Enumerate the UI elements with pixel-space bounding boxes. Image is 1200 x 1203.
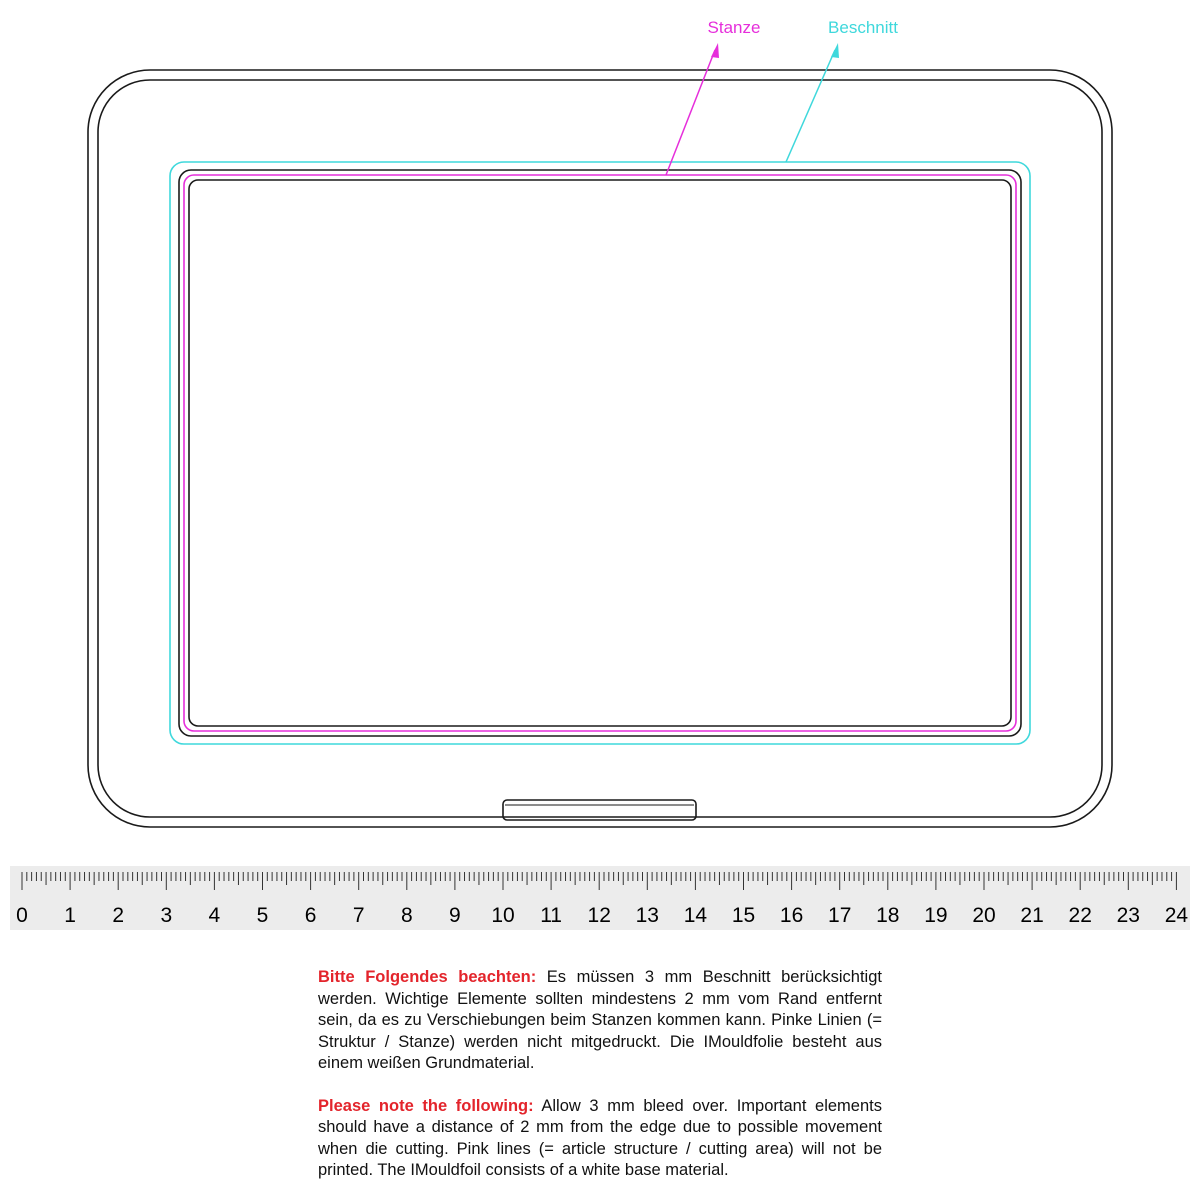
window-inner-outline [189,180,1011,726]
ruler-number: 20 [972,904,996,927]
stanze-label: Stanze [707,18,761,37]
ruler-number: 14 [683,904,708,927]
note-english [318,1096,882,1182]
ruler-scale [10,866,1190,930]
note-english-text: Allow 3 mm bleed over. Important elements should have a distance of 2 mm from the edge due to possible movement when die cutting. Pink lines (= article structure / cutting area) will not be printed. The IMouldfoil consists of a white base material. [318,1096,882,1179]
window-outer-outline [179,170,1021,736]
ruler-number: 8 [400,904,413,927]
ruler-number: 4 [208,904,221,927]
ruler-number: 12 [587,904,611,927]
note-german [318,967,882,1075]
ruler [10,866,1190,930]
ruler-number: 1 [64,904,76,927]
ruler-number: 10 [491,904,515,927]
ruler-number: 13 [635,904,659,927]
beschnitt-arrow-line [786,50,835,162]
ruler-number: 21 [1020,904,1044,927]
beschnitt-arrowhead [831,43,839,58]
beschnitt-label: Beschnitt [828,18,898,37]
ruler-number: 11 [540,904,563,927]
note-english-heading: Please note the following: [318,1096,534,1115]
device-outer-outline [88,70,1112,827]
note-german-text: Es müssen 3 mm Beschnitt berücksichtigt werden. Wichtige Elemente sollten mindestens 2 mm vom Rand entfernt sein, da es zu Verschiebungen beim Stanzen kommen kann. Pinke Linien (= Struktur / Stanze) werden nicht mitgedruckt. Die IMouldfolie besteht aus einem weißen Grundmaterial. [318,968,882,1072]
ruler-number: 5 [256,904,269,927]
print-notes [318,967,882,1203]
die-cut-outline [184,175,1016,731]
ruler-number: 16 [779,904,804,927]
ruler-number: 2 [112,904,125,927]
ruler-number: 6 [304,904,317,927]
ruler-number: 9 [449,904,461,927]
ruler-number: 23 [1116,904,1140,927]
stanze-arrow-line [666,50,715,175]
stanze-arrowhead [711,43,719,58]
ruler-number: 3 [160,904,173,927]
ruler-number: 19 [924,904,948,927]
ruler-number: 17 [828,904,852,927]
ruler-number: 0 [16,904,28,927]
ruler-number: 15 [731,904,756,927]
ruler-number: 22 [1068,904,1092,927]
ruler-number: 7 [352,904,365,927]
ruler-number: 24 [1164,904,1189,927]
device-inner-outline [98,80,1102,817]
ruler-number: 18 [876,904,900,927]
bleed-outline [170,162,1030,744]
note-german-heading: Bitte Folgendes beachten: [318,968,537,986]
